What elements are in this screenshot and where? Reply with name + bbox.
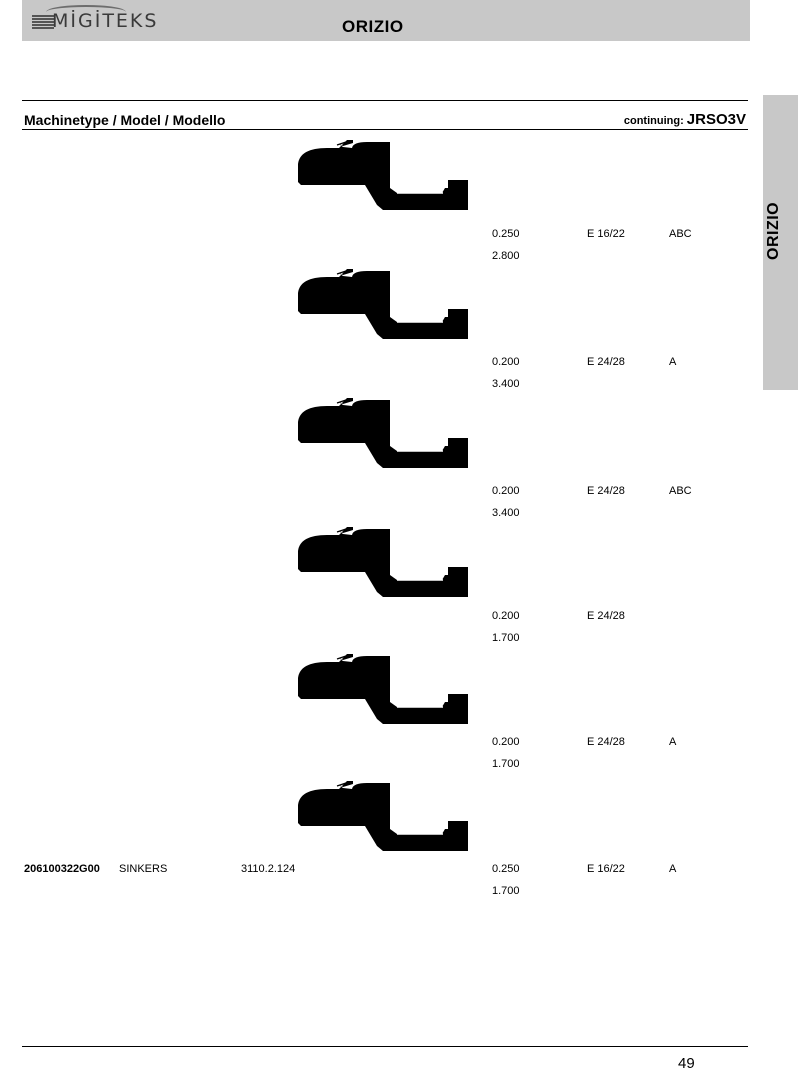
row-5-gauge: E 24/28 — [587, 736, 625, 748]
row-6-description: SINKERS — [119, 863, 168, 875]
row-2-value-2: 3.400 — [492, 378, 520, 390]
row-6-value-1: 0.250 — [492, 863, 520, 875]
header-bar — [22, 0, 750, 41]
header-title: ORIZIO — [342, 17, 404, 36]
sinker-drawing-icon — [297, 652, 473, 732]
row-2-value-1: 0.200 — [492, 356, 520, 368]
row-1-value-2: 2.800 — [492, 250, 520, 262]
row-3-value-2: 3.400 — [492, 507, 520, 519]
row-6-part-code: 206100322G00 — [24, 863, 100, 875]
section-title: Machinetype / Model / Modello — [24, 112, 226, 128]
top-rule — [22, 100, 748, 101]
sinker-drawing-icon — [297, 525, 473, 605]
sinker-drawing-icon — [297, 396, 473, 476]
row-6-value-2: 1.700 — [492, 885, 520, 897]
footer-rule — [22, 1046, 748, 1047]
continuing-label — [624, 111, 746, 128]
row-5-value-1: 0.200 — [492, 736, 520, 748]
row-6-reference: 3110.2.124 — [241, 863, 296, 875]
row-4-value-1: 0.200 — [492, 610, 520, 622]
row-4-gauge: E 24/28 — [587, 610, 625, 622]
row-5-grade: A — [669, 736, 677, 748]
row-1-grade: ABC — [669, 228, 692, 240]
sinker-drawing-icon — [297, 779, 473, 859]
sinker-drawing-icon — [297, 138, 473, 218]
migiteks-logo — [32, 8, 162, 36]
row-6-grade: A — [669, 863, 677, 875]
row-6-gauge: E 16/22 — [587, 863, 625, 875]
logo-text: MİGİTEKS — [52, 10, 159, 32]
row-2-gauge: E 24/28 — [587, 356, 625, 368]
row-3-gauge: E 24/28 — [587, 485, 625, 497]
continuing-model: JRSO3V — [686, 111, 746, 128]
side-tab-label: ORIZIO — [765, 201, 782, 260]
row-2-grade: A — [669, 356, 677, 368]
row-3-grade: ABC — [669, 485, 692, 497]
row-1-gauge: E 16/22 — [587, 228, 625, 240]
row-5-value-2: 1.700 — [492, 758, 520, 770]
sinker-drawing-icon — [297, 267, 473, 347]
side-tab — [763, 95, 798, 390]
continuing-text: continuing: — [623, 115, 684, 127]
row-3-value-1: 0.200 — [492, 485, 520, 497]
logo-bars-icon — [32, 15, 54, 31]
row-1-value-1: 0.250 — [492, 228, 520, 240]
header-rule — [22, 129, 748, 130]
page-number: 49 — [678, 1055, 695, 1072]
row-4-value-2: 1.700 — [492, 632, 520, 644]
